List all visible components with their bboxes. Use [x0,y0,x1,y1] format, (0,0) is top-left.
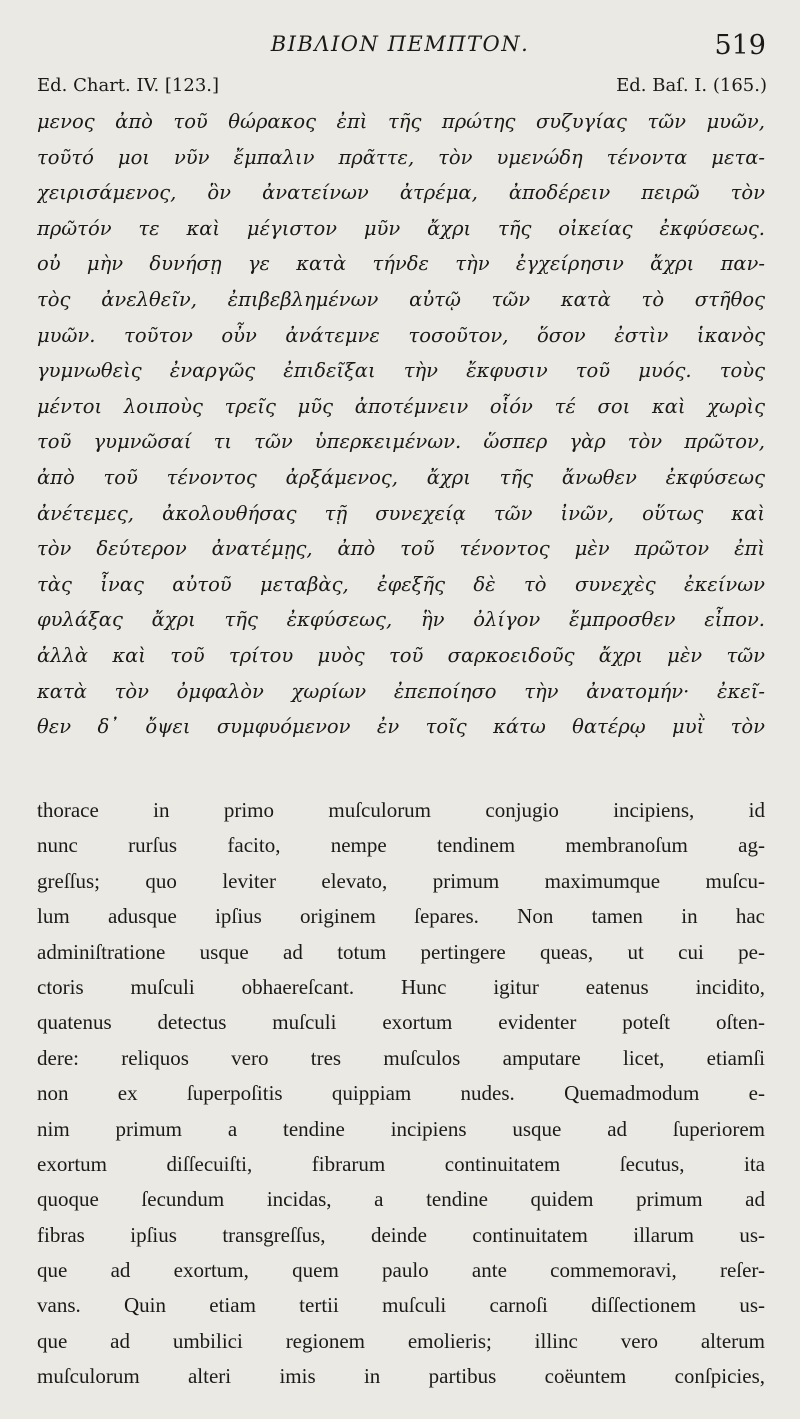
greek-text-line: οὐ μὴν δυνήσῃ γε κατὰ τήνδε τὴν ἐγχείρησιν ἄχρι παν- [37,252,765,276]
latin-text-line: greſſus; quo leviter elevato, primum maximumque muſcu- [37,868,765,893]
latin-text-line: non ex ſuperpoſitis quippiam nudes. Quemadmodum e- [37,1081,765,1106]
greek-text-line: γυμνωθεὶς ἐναργῶς ἐπιδεῖξαι τὴν ἔκφυσιν τοῦ μυός. τοὺς [37,359,765,383]
greek-text-line: θεν δ᾿ ὄψει συμφυόμενον ἐν τοῖς κάτω θατέρῳ μυῒ τὸν [37,715,765,739]
latin-text-line: dere: reliquos vero tres muſculos amputare licet, etiamſi [37,1045,765,1070]
greek-text-line: μέντοι λοιποὺς τρεῖς μῦς ἀποτέμνειν οἷόν τέ σοι καὶ χωρὶς [37,394,765,418]
greek-text-line: μυῶν. τοῦτον οὖν ἀνάτεμνε τοσοῦτον, ὅσον ἐστὶν ἱκανὸς [37,323,765,347]
latin-text-line: que ad umbilici regionem emolieris; illinc vero alterum [37,1328,765,1353]
greek-text-line: τὸν δεύτερον ἀνατέμῃς, ἀπὸ τοῦ τένοντος μὲν πρῶτον ἐπὶ [37,537,765,561]
latin-text-line: quoque ſecundum incidas, a tendine quidem primum ad [37,1187,765,1212]
latin-text-line: nim primum a tendine incipiens usque ad ſuperiorem [37,1116,765,1141]
latin-text-line: adminiſtratione usque ad totum pertingere queas, ut cui pe- [37,939,765,964]
latin-text-line: lum adusque ipſius originem ſepares. Non tamen in hac [37,904,765,929]
greek-text-line: τὸς ἀνελθεῖν, ἐπιβεβλημένων αὐτῷ τῶν κατὰ τὸ στῆθος [37,287,765,311]
edition-ref-basel: Ed. Baſ. I. (165.) [616,75,767,96]
greek-text-line: φυλάξας ἄχρι τῆς ἐκφύσεως, ἣν ὀλίγον ἔμπροσθεν εἶπον. [37,608,765,632]
greek-text-line: ἀλλὰ καὶ τοῦ τρίτου μυὸς τοῦ σαρκοειδοῦς ἄχρι μὲν τῶν [37,643,765,667]
latin-text-block [37,793,765,1395]
latin-text-line: thorace in primo muſculorum conjugio incipiens, id [37,798,765,822]
greek-text-line: τὰς ἶνας αὐτοῦ μεταβὰς, ἐφεξῆς δὲ τὸ συνεχὲς ἐκείνων [37,572,765,596]
greek-text-line: πρῶτόν τε καὶ μέγιστον μῦν ἄχρι τῆς οἰκείας ἐκφύσεως. [37,216,765,240]
latin-text-line: ctoris muſculi obhaereſcant. Hunc igitur eatenus incidito, [37,974,765,999]
running-title: ΒΙΒΛΙΟΝ ΠΕΜΠΤΟΝ. [270,32,530,56]
greek-text-line: ἀπὸ τοῦ τένοντος ἀρξάμενος, ἄχρι τῆς ἄνωθεν ἐκφύσεως [37,465,765,489]
greek-text-line: τοῦτό μοι νῦν ἔμπαλιν πρᾶττε, τὸν υμενώδη τένοντα μετα- [37,145,765,169]
page-header [0,28,800,68]
latin-text-line: fibras ipſius transgreſſus, deinde continuitatem illarum us- [37,1222,765,1247]
latin-text-line: quatenus detectus muſculi exortum evidenter poteſt oſten- [37,1010,765,1035]
page-number: 519 [714,30,766,61]
latin-text-line: vans. Quin etiam tertii muſculi carnoſi diſſectionem us- [37,1293,765,1318]
greek-text-block [37,104,765,745]
latin-text-line: exortum diſſecuiſti, fibrarum continuitatem ſecutus, ita [37,1151,765,1176]
latin-text-line: nunc rurſus facito, nempe tendinem membranoſum ag- [37,833,765,858]
greek-text-line: ἀνέτεμες, ἀκολουθήσας τῇ συνεχείᾳ τῶν ἰνῶν, οὕτως καὶ [37,501,765,525]
edition-references [37,75,767,101]
greek-text-line: μενος ἀπὸ τοῦ θώρακος ἐπὶ τῆς πρώτης συζυγίας τῶν μυῶν, [37,110,765,133]
greek-text-line: χειρισάμενος, ὃν ἀνατείνων ἀτρέμα, ἀποδέρειν πειρῶ τὸν [37,181,765,205]
latin-text-line: muſculorum alteri imis in partibus coëuntem conſpicies, [37,1364,765,1389]
latin-text-line: que ad exortum, quem paulo ante commemoravi, reſer- [37,1258,765,1283]
edition-ref-chartier: Ed. Chart. IV. [123.] [37,75,220,96]
greek-text-line: τοῦ γυμνῶσαί τι τῶν ὑπερκειμένων. ὥσπερ γὰρ τὸν πρῶτον, [37,430,765,454]
greek-text-line: κατὰ τὸν ὀμφαλὸν χωρίων ἐπεποίησο τὴν ἀνατομήν· ἐκεῖ- [37,679,765,703]
